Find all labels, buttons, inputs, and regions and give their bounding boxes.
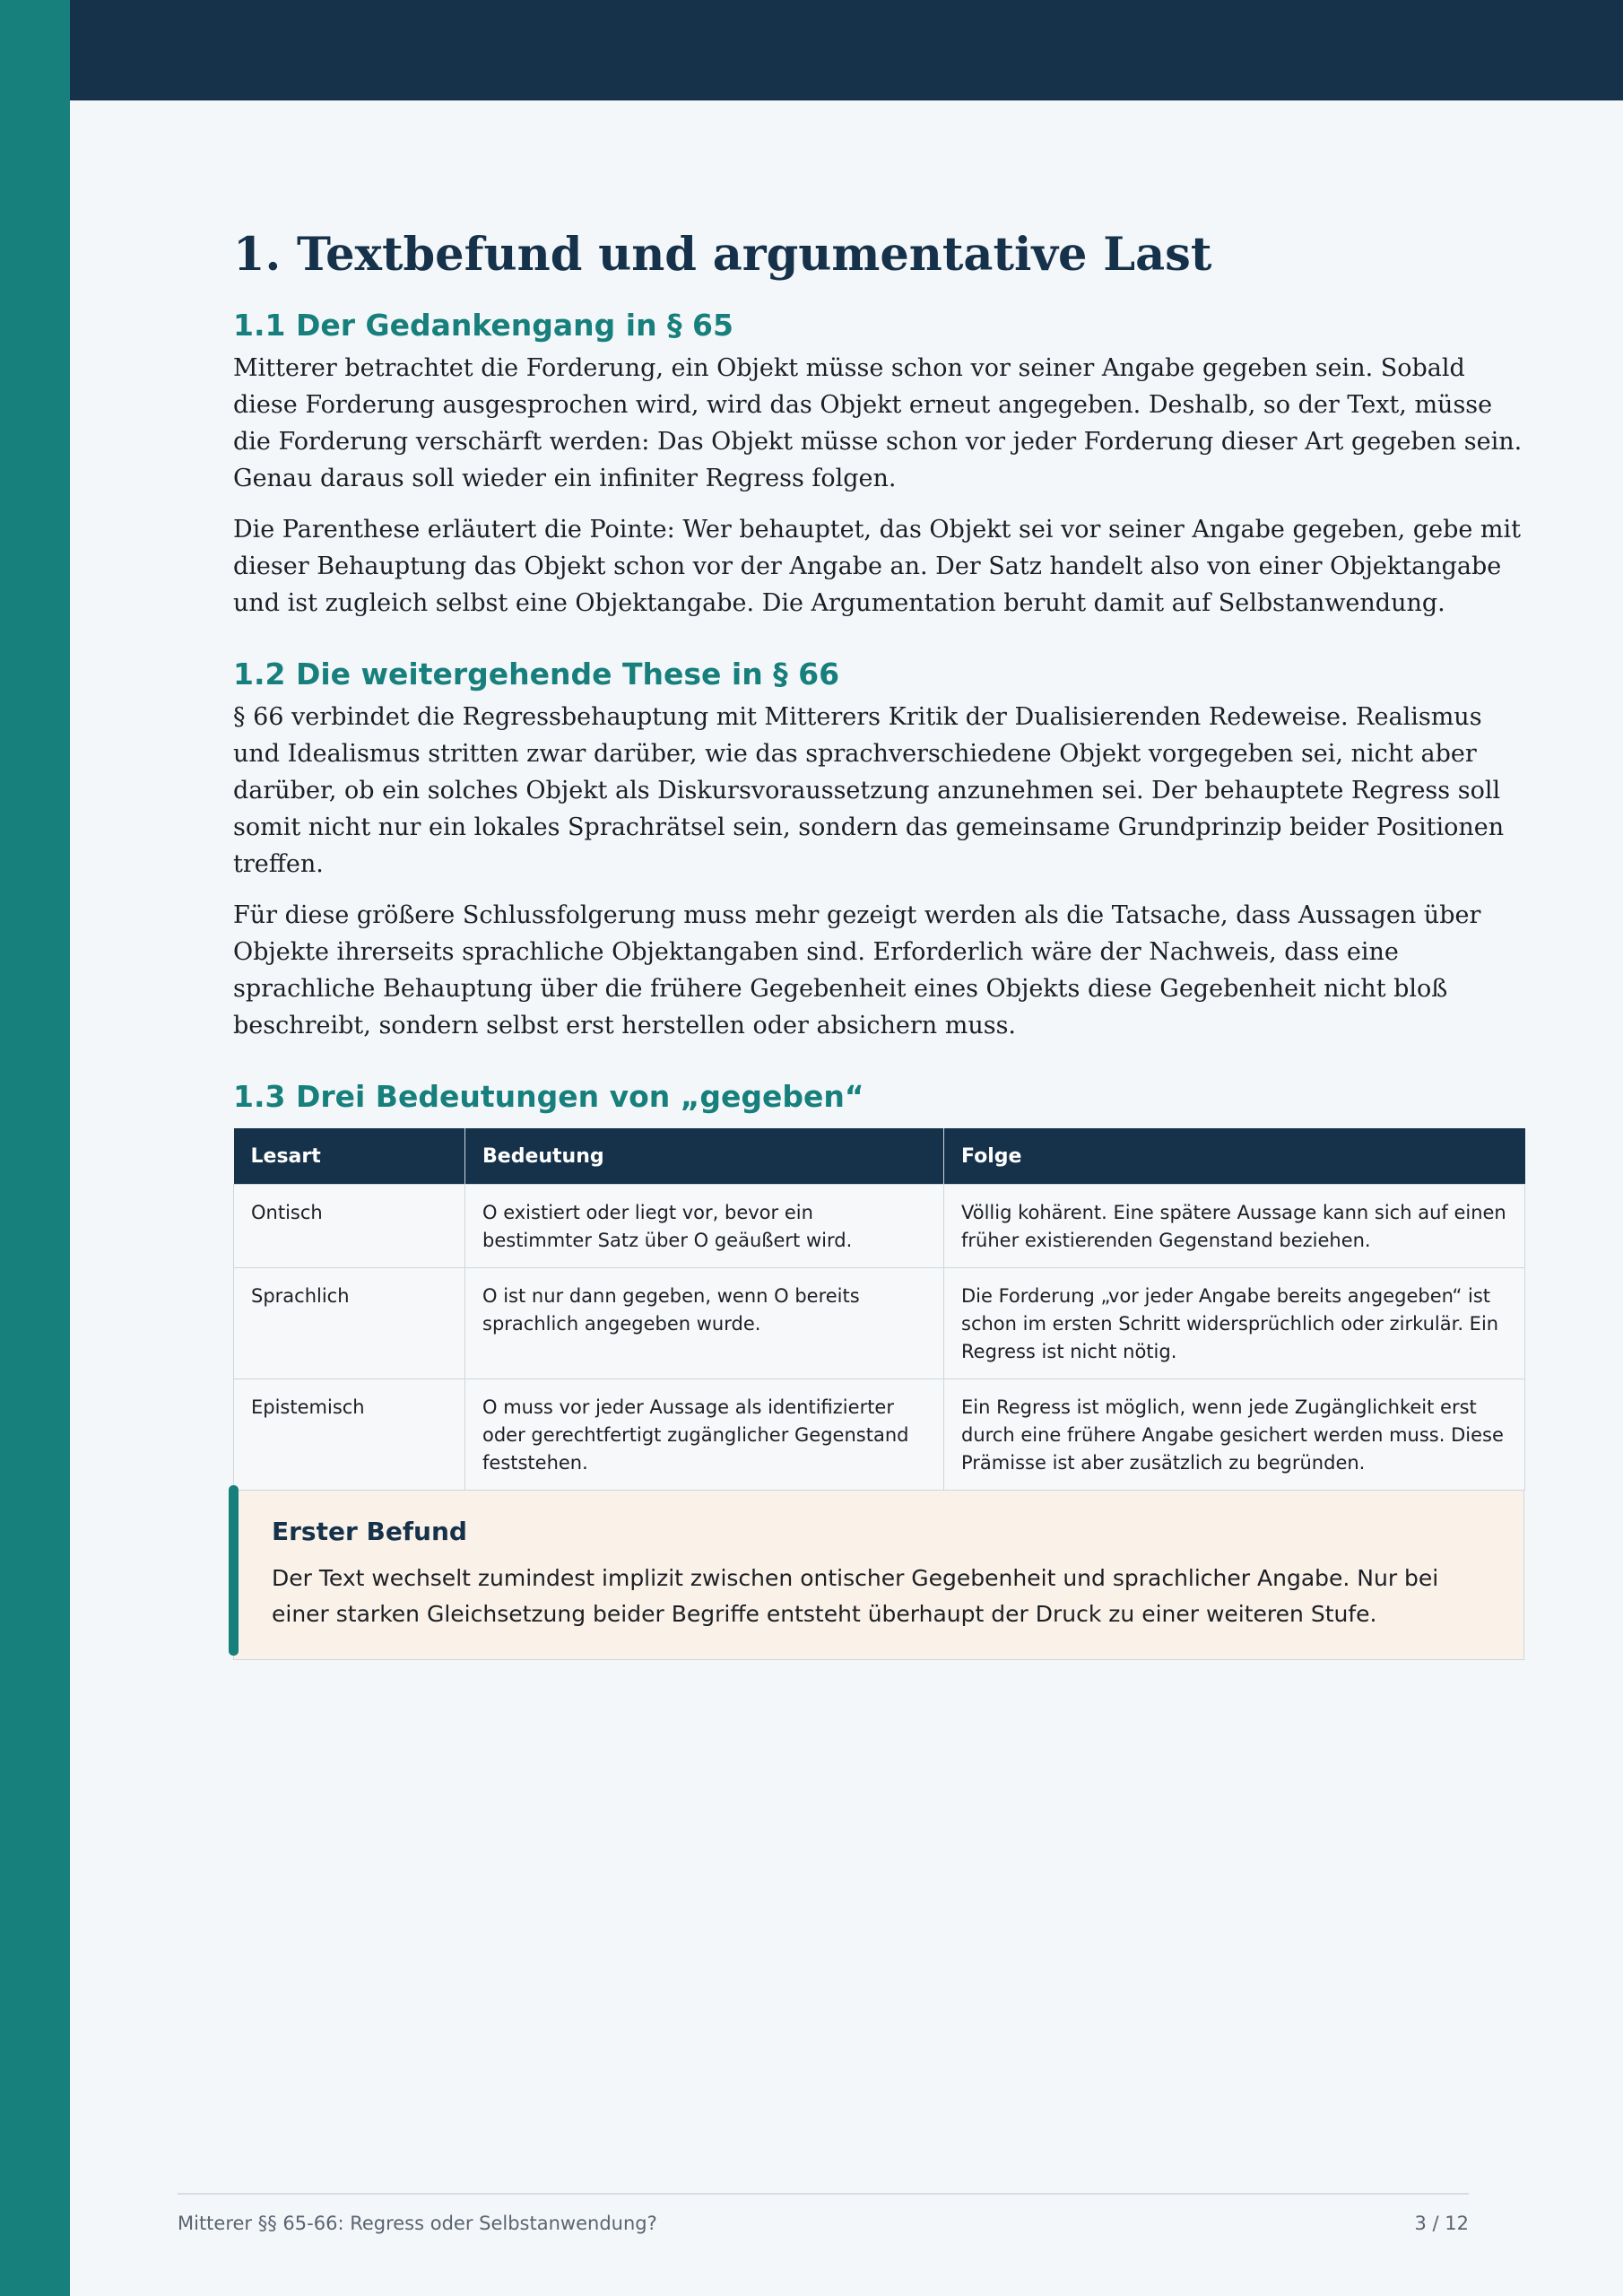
callout-accent-bar [229, 1485, 239, 1656]
table-cell: Epistemisch [234, 1379, 465, 1491]
section-weitergehende-these [233, 654, 1524, 1044]
table-row [234, 1379, 1525, 1491]
section-gedankengang [233, 305, 1524, 622]
table-cell: O ist nur dann gegeben, wenn O bereits sprachlich angegeben wurde. [465, 1268, 944, 1379]
paragraph: Mitterer betrachtet die Forderung, ein Objekt müsse schon vor seiner Angabe gegeben sein. Sobald diese Forderung ausgesprochen wird, wird das Objekt erneut angegeben. Deshalb, so der Text, müsse die Forderung verschärft werden: Das Objekt müsse schon vor jeder Forderung dieser Art gegeben sein. Genau daraus soll wieder ein infiniter Regress folgen. [233, 354, 1523, 492]
meanings-table [233, 1128, 1525, 1491]
callout-text: Der Text wechselt zumindest implizit zwischen ontischer Gegebenheit und sprachlicher Angabe. Nur bei einer starken Gleichsetzung beider Begriffe entsteht überhaupt der Druck zu einer weiteren Stufe. [272, 1565, 1439, 1627]
footer-divider [178, 2193, 1469, 2195]
section-heading: 1.3 Drei Bedeutungen von „gegeben“ [233, 1079, 864, 1114]
side-accent-band [0, 0, 70, 2296]
page-content [233, 222, 1524, 1660]
section-heading: 1.2 Die weitergehende These in § 66 [233, 657, 840, 691]
table-cell: Sprachlich [234, 1268, 465, 1379]
footer-page-number: 3 / 12 [1414, 2213, 1469, 2234]
callout-title: Erster Befund [272, 1517, 467, 1546]
column-header-bedeutung: Bedeutung [465, 1128, 944, 1185]
table-row [234, 1185, 1525, 1268]
column-header-folge: Folge [944, 1128, 1525, 1185]
table-cell: O muss vor jeder Aussage als identifizierter oder gerechtfertigt zugänglicher Gegenstand feststehen. [465, 1379, 944, 1491]
paragraph: § 66 verbindet die Regressbehauptung mit Mitterers Kritik der Dualisierenden Redeweise. Realismus und Idealismus stritten zwar darüber, wie das sprachverschiedene Objekt vorgegeben sei, nicht aber darüber, ob ein solches Objekt als Diskursvoraussetzung anzunehmen sei. Der behauptete Regress soll somit nicht nur ein lokales Sprachrätsel sein, sondern das gemeinsame Grundprinzip beider Positionen treffen. [233, 703, 1505, 878]
top-header-band [70, 0, 1623, 100]
paragraph: Die Parenthese erläutert die Pointe: Wer behauptet, das Objekt sei vor seiner Angabe gegeben, gebe mit dieser Behauptung das Objekt schon vor der Angabe an. Der Satz handelt also von einer Objektangabe und ist zugleich selbst eine Objektangabe. Die Argumentation beruht damit auf Selbstanwendung. [233, 516, 1522, 617]
footer-document-title: Mitterer §§ 65-66: Regress oder Selbstanwendung? [178, 2213, 657, 2234]
table-header-row [234, 1128, 1525, 1185]
table-cell: Völlig kohärent. Eine spätere Aussage kann sich auf einen früher existierenden Gegenstand beziehen. [944, 1185, 1525, 1268]
column-header-lesart: Lesart [234, 1128, 465, 1185]
table-cell: Ein Regress ist möglich, wenn jede Zugänglichkeit erst durch eine frühere Angabe gesichert werden muss. Diese Prämisse ist aber zusätzlich zu begründen. [944, 1379, 1525, 1491]
section-drei-bedeutungen [233, 1076, 1524, 1660]
finding-callout [233, 1491, 1524, 1660]
table-row [234, 1268, 1525, 1379]
paragraph: Für diese größere Schlussfolgerung muss mehr gezeigt werden als die Tatsache, dass Aussagen über Objekte ihrerseits sprachliche Objektangaben sind. Erforderlich wäre der Nachweis, dass eine sprachliche Behauptung über die frühere Gegebenheit eines Objekts diese Gegebenheit nicht bloß beschreibt, sondern selbst erst herstellen oder absichern muss. [233, 901, 1481, 1039]
section-heading: 1.1 Der Gedankengang in § 65 [233, 308, 733, 343]
table-cell: O existiert oder liegt vor, bevor ein bestimmter Satz über O geäußert wird. [465, 1185, 944, 1268]
table-cell: Ontisch [234, 1185, 465, 1268]
page-title: 1. Textbefund und argumentative Last [233, 228, 1212, 282]
table-cell: Die Forderung „vor jeder Angabe bereits angegeben“ ist schon im ersten Schritt widersprüchlich oder zirkulär. Ein Regress ist nicht nötig. [944, 1268, 1525, 1379]
